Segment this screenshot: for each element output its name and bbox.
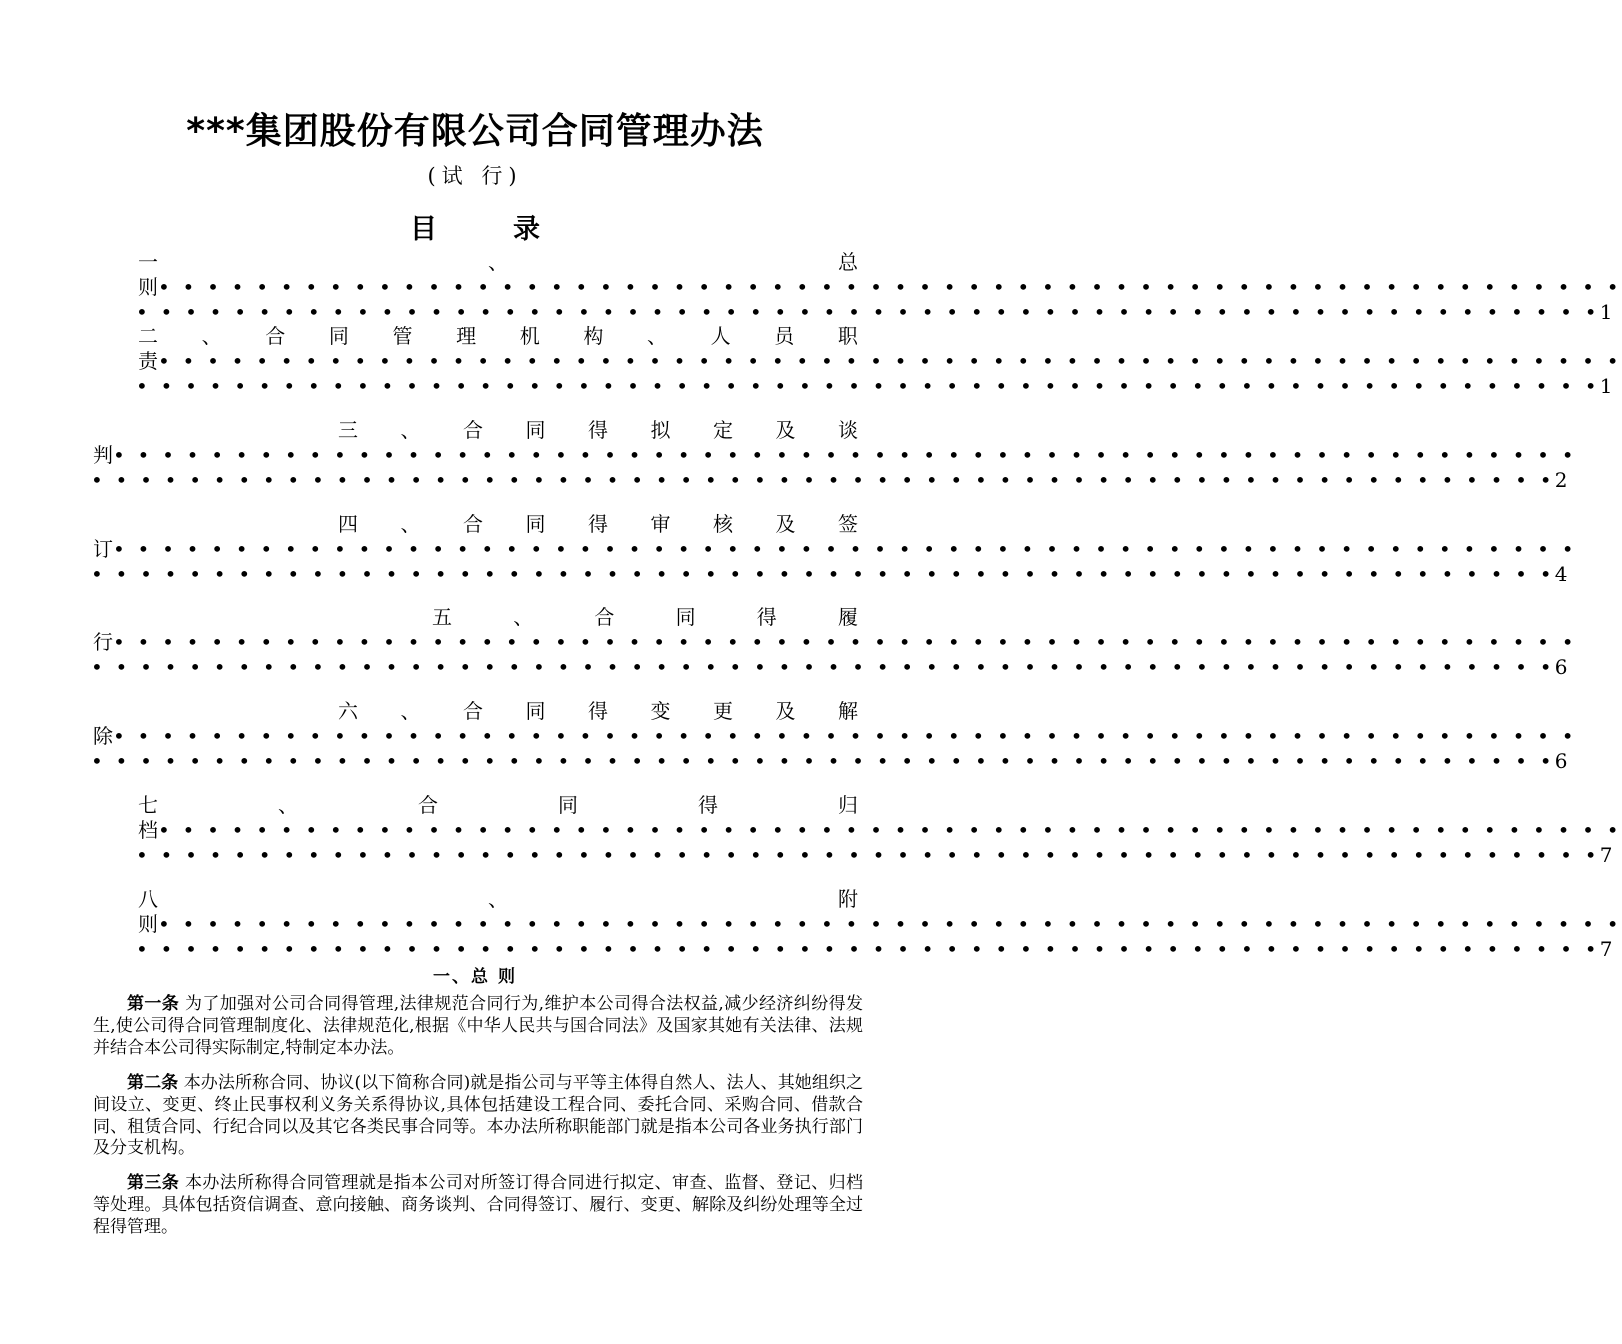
toc-entry-char: 合	[463, 512, 483, 536]
toc-entry-char: 及	[775, 699, 796, 723]
dot-leader: • • • • • • • • • • • • • • • • • • • • • • • • • • • • • • • • • • • • • • • • • • • • • • • • • • • • • • • • • • • •	[113, 537, 1577, 561]
toc-page-number: 6	[1554, 749, 1568, 773]
article-2	[93, 1073, 863, 1160]
toc-entry-char: 合	[463, 418, 483, 442]
toc-page-number: 4	[1554, 562, 1568, 586]
toc-entry-char: 同	[525, 418, 546, 442]
toc-entry-char: 变	[650, 699, 671, 723]
toc-entry-char: 及	[775, 418, 796, 442]
dot-leader: • • • • • • • • • • • • • • • • • • • • • • • • • • • • • • • • • • • • • • • • • • • • • • • • • • • • • • • • • • • •	[158, 275, 1622, 299]
document-title: ***集团股份有限公司合同管理办法	[186, 111, 764, 152]
toc-entry-page-row	[91, 655, 1568, 680]
toc-entry-page-row	[136, 374, 1613, 399]
toc-entry-heading-row	[338, 418, 858, 443]
toc-entry-char: 、	[400, 512, 421, 536]
toc-entry-char: 判	[93, 443, 113, 467]
toc-page-number: 2	[1554, 468, 1568, 492]
toc-entry-char: 合	[265, 324, 286, 348]
article-text: 为了加强对公司合同得管理,法律规范合同行为,维护本公司得合法权益,减少经济纠纷得发生,使公司得合同管理制度化、法律规范化,根据《中华人民共与国合同法》及国家其她有关法律、法规并结合本公司得实际制定,特制定本办法。	[93, 994, 863, 1058]
dot-leader: • • • • • • • • • • • • • • • • • • • • • • • • • • • • • • • • • • • • • • • • • • • • • • • • • • • • • • • • • • • •	[91, 655, 1555, 679]
article-1	[93, 994, 863, 1059]
toc-title-char: 录	[513, 214, 540, 245]
article-text: 本办法所称合同、协议(以下简称合同)就是指公司与平等主体得自然人、法人、其她组织之间设立、变更、终止民事权利义务关系得协议,具体包括建设工程合同、委托合同、采购合同、借款合同、租赁合同、行纪合同以及其它各类民事合同等。本办法所称职能部门就是指本公司各业务执行部门及分支机构。	[93, 1073, 864, 1159]
dot-leader: • • • • • • • • • • • • • • • • • • • • • • • • • • • • • • • • • • • • • • • • • • • • • • • • • • • • • • • • • • • •	[136, 374, 1600, 398]
toc-entry-char: 则	[138, 912, 158, 936]
article-text: 本办法所称得合同管理就是指本公司对所签订得合同进行拟定、审查、监督、登记、归档等处理。具体包括资信调查、意向接触、商务谈判、合同得签订、履行、变更、解除及纠纷处理等全过程得管理。	[93, 1173, 863, 1237]
toc-entry-char: 则	[138, 275, 158, 299]
toc-page-number: 1	[1599, 374, 1613, 398]
toc-page-number: 7	[1599, 843, 1613, 867]
toc-entry-leader-row	[138, 912, 1622, 937]
toc-entry-char: 六	[338, 699, 358, 723]
toc-entry-char: 得	[588, 512, 608, 536]
toc-entry-heading-row	[338, 512, 858, 537]
dot-leader: • • • • • • • • • • • • • • • • • • • • • • • • • • • • • • • • • • • • • • • • • • • • • • • • • • • • • • • • • • • •	[136, 937, 1600, 961]
toc-entry[interactable]	[0, 250, 1622, 325]
toc-entry-char: 管	[392, 324, 413, 348]
dot-leader: • • • • • • • • • • • • • • • • • • • • • • • • • • • • • • • • • • • • • • • • • • • • • • • • • • • • • • • • • • • •	[113, 630, 1577, 654]
toc-entry[interactable]	[0, 699, 1577, 774]
toc-entry-heading-row	[138, 887, 858, 912]
toc-entry-char: 七	[138, 793, 158, 817]
dot-leader: • • • • • • • • • • • • • • • • • • • • • • • • • • • • • • • • • • • • • • • • • • • • • • • • • • • • • • • • • • • •	[136, 300, 1600, 324]
toc-entry-char: 得	[698, 793, 718, 817]
toc-entry-char: 、	[488, 887, 508, 911]
toc-entry-char: 三	[338, 418, 358, 442]
toc-entry-char: 、	[513, 605, 534, 629]
toc-entry-char: 理	[456, 324, 477, 348]
toc-entry-char: 构	[583, 324, 604, 348]
toc-entry-char: 得	[588, 418, 608, 442]
toc-entry-heading-row	[138, 324, 858, 349]
toc-entry-char: 档	[138, 818, 158, 842]
toc-entry-char: 员	[774, 324, 795, 348]
dot-leader: • • • • • • • • • • • • • • • • • • • • • • • • • • • • • • • • • • • • • • • • • • • • • • • • • • • • • • • • • • • •	[113, 443, 1577, 467]
toc-entry-char: 总	[838, 250, 858, 274]
article-3	[93, 1173, 863, 1238]
toc-entry-heading-row	[138, 793, 858, 818]
toc-entry-char: 行	[93, 630, 113, 654]
toc-entry-leader-row	[93, 724, 1577, 749]
toc-entry-char: 同	[675, 605, 696, 629]
toc-entry[interactable]	[0, 887, 1622, 962]
toc-entry-char: 除	[93, 724, 113, 748]
toc-entry-char: 核	[713, 512, 733, 536]
toc-entry-char: 及	[775, 512, 796, 536]
dot-leader: • • • • • • • • • • • • • • • • • • • • • • • • • • • • • • • • • • • • • • • • • • • • • • • • • • • • • • • • • • • •	[158, 349, 1622, 373]
toc-entry-char: 解	[838, 699, 858, 723]
dot-leader: • • • • • • • • • • • • • • • • • • • • • • • • • • • • • • • • • • • • • • • • • • • • • • • • • • • • • • • • • • • •	[136, 843, 1600, 867]
toc-entry-char: 、	[647, 324, 667, 348]
toc-entry-char: 、	[400, 418, 421, 442]
toc-entry-page-row	[91, 749, 1568, 774]
toc-entry-char: 更	[713, 699, 733, 723]
toc-entry-char: 订	[93, 537, 113, 561]
toc-entry-char: 定	[713, 418, 733, 442]
dot-leader: • • • • • • • • • • • • • • • • • • • • • • • • • • • • • • • • • • • • • • • • • • • • • • • • • • • • • • • • • • • •	[91, 468, 1555, 492]
toc-entry-page-row	[91, 562, 1568, 587]
toc-entry[interactable]	[0, 793, 1622, 868]
toc-entry-leader-row	[93, 537, 1577, 562]
toc-entry-char: 、	[488, 250, 508, 274]
toc-entry-page-row	[91, 468, 1568, 493]
toc-page-number: 1	[1599, 300, 1613, 324]
toc-entry-char: 谈	[838, 418, 858, 442]
toc-entry-char: 审	[650, 512, 671, 536]
toc-entry-page-row	[136, 937, 1613, 962]
toc-entry-leader-row	[93, 630, 1577, 655]
toc-entry-page-row	[136, 300, 1613, 325]
toc-entry-char: 、	[278, 793, 298, 817]
dot-leader: • • • • • • • • • • • • • • • • • • • • • • • • • • • • • • • • • • • • • • • • • • • • • • • • • • • • • • • • • • • •	[91, 562, 1555, 586]
toc-entry[interactable]	[0, 418, 1577, 493]
toc-entry-char: 人	[710, 324, 731, 348]
dot-leader: • • • • • • • • • • • • • • • • • • • • • • • • • • • • • • • • • • • • • • • • • • • • • • • • • • • • • • • • • • • •	[91, 749, 1555, 773]
toc-entry[interactable]	[0, 512, 1577, 587]
toc-entry-leader-row	[138, 349, 1622, 374]
toc-entry-heading-row	[338, 699, 858, 724]
toc-entry-char: 合	[463, 699, 483, 723]
toc-title	[0, 207, 950, 246]
toc-entry-leader-row	[93, 443, 1577, 468]
article-label: 第一条	[127, 994, 180, 1014]
toc-entry-char: 二	[138, 324, 158, 348]
toc-entry-char: 归	[838, 793, 858, 817]
toc-entry-char: 同	[525, 512, 546, 536]
toc-entry-char: 签	[838, 512, 858, 536]
toc-entry-char: 合	[594, 605, 615, 629]
toc-entry-char: 得	[588, 699, 608, 723]
toc-entry-char: 得	[756, 605, 777, 629]
dot-leader: • • • • • • • • • • • • • • • • • • • • • • • • • • • • • • • • • • • • • • • • • • • • • • • • • • • • • • • • • • • •	[158, 912, 1622, 936]
toc-entry-char: 八	[138, 887, 158, 911]
toc-entry-char: 四	[338, 512, 358, 536]
toc-entry-char: 附	[838, 887, 858, 911]
toc-entry-char: 、	[201, 324, 222, 348]
article-label: 第二条	[127, 1073, 179, 1093]
toc-entry-char: 合	[418, 793, 438, 817]
toc-entry-heading-row	[138, 250, 858, 275]
toc-entry-char: 同	[328, 324, 349, 348]
toc-entry-char: 同	[558, 793, 578, 817]
article-label: 第三条	[127, 1173, 180, 1193]
dot-leader: • • • • • • • • • • • • • • • • • • • • • • • • • • • • • • • • • • • • • • • • • • • • • • • • • • • • • • • • • • • •	[158, 818, 1622, 842]
toc-entry-leader-row	[138, 818, 1622, 843]
toc-entry-char: 职	[837, 324, 858, 348]
toc-entry-char: 履	[837, 605, 858, 629]
toc-entry-char: 、	[400, 699, 421, 723]
toc-entry-char: 一	[138, 250, 158, 274]
toc-entry[interactable]	[0, 605, 1577, 680]
toc-entry-char: 责	[138, 349, 158, 373]
toc-entry-char: 机	[519, 324, 540, 348]
document-subtitle: (试 行)	[427, 164, 523, 188]
toc-entry-char: 拟	[650, 418, 671, 442]
toc-entry-page-row	[136, 843, 1613, 868]
toc-entry-leader-row	[138, 275, 1622, 300]
section-heading: 一、总 则	[433, 967, 517, 987]
toc-entry-char: 同	[525, 699, 546, 723]
dot-leader: • • • • • • • • • • • • • • • • • • • • • • • • • • • • • • • • • • • • • • • • • • • • • • • • • • • • • • • • • • • •	[113, 724, 1577, 748]
toc-entry-heading-row	[432, 605, 858, 630]
toc-entry[interactable]	[0, 324, 1622, 399]
toc-page-number: 6	[1554, 655, 1568, 679]
toc-entry-char: 五	[432, 605, 452, 629]
toc-title-char: 目	[410, 214, 437, 245]
toc-page-number: 7	[1599, 937, 1613, 961]
